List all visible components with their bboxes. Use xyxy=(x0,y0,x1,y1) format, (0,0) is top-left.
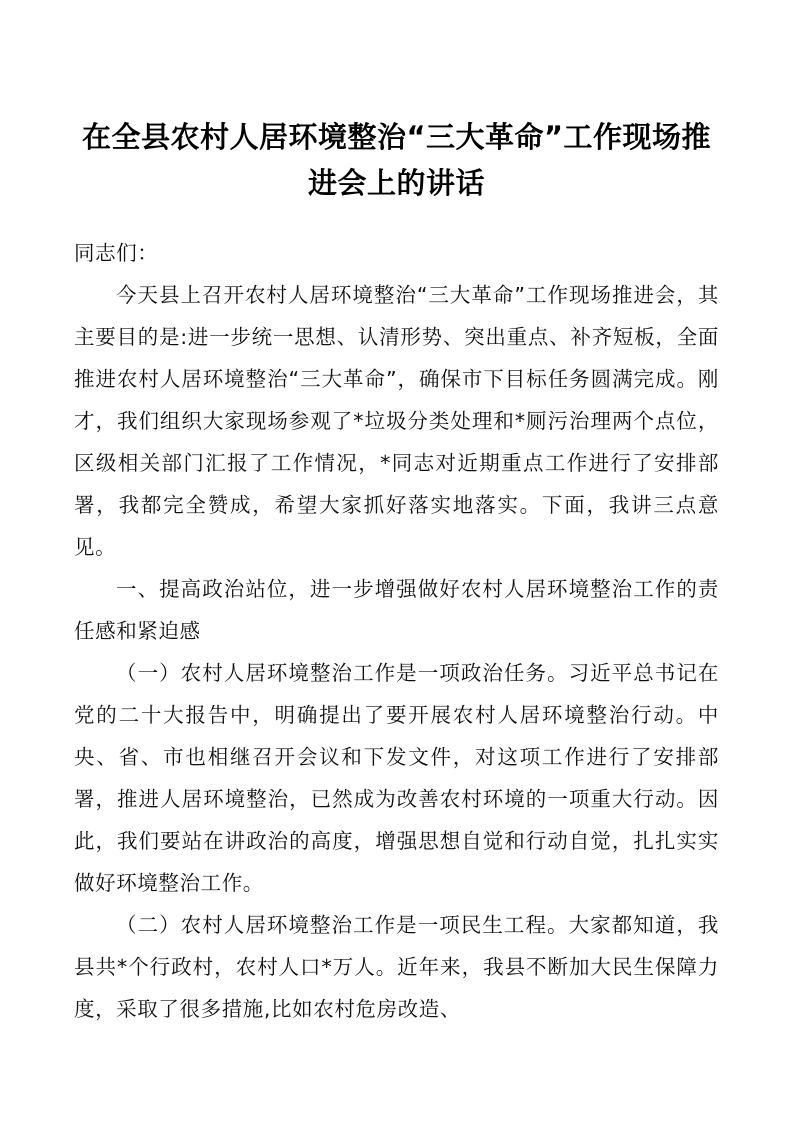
paragraph-item-two: （二）农村人居环境整治工作是一项民生工程。大家都知道，我县共*个行政村，农村人口*万人。近年来，我县不断加大民生保障力度，采取了很多措施,比如农村危房改造、 xyxy=(74,913,719,1021)
paragraph-item-one: （一）农村人居环境整治工作是一项政治任务。习近平总书记在党的二十大报告中，明确提出了要开展农村人居环境整治行动。中央、省、市也相继召开会议和下发文件，对这项工作进行了安排部署，推进人居环境整治，已然成为改善农村环境的一项重大行动。因此，我们要站在讲政治的高度，增强思想自觉和行动自觉，扎扎实实做好环境整治工作。 xyxy=(74,661,719,895)
document-body xyxy=(74,232,719,1030)
paragraph-salutation: 同志们： xyxy=(74,241,159,265)
page-title: 在全县农村人居环境整治“三大革命”工作现场推进会上的讲话 xyxy=(81,120,712,200)
paragraph-section-one-heading: 一、提高政治站位，进一步增强做好农村人居环境整治工作的责任感和紧迫感 xyxy=(74,577,719,643)
paragraph-intro: 今天县上召开农村人居环境整治“三大革命”工作现场推进会，其主要目的是:进一步统一思想、认清形势、突出重点、补齐短板，全面推进农村人居环境整治“三大革命”，确保市下目标任务圆满完成。刚才，我们组织大家现场参观了*垃圾分类处理和*厕污治理两个点位，区级相关部门汇报了工作情况，*同志对近期重点工作进行了安排部署，我都完全赞成，希望大家抓好落实地落实。下面，我讲三点意见。 xyxy=(74,283,719,559)
